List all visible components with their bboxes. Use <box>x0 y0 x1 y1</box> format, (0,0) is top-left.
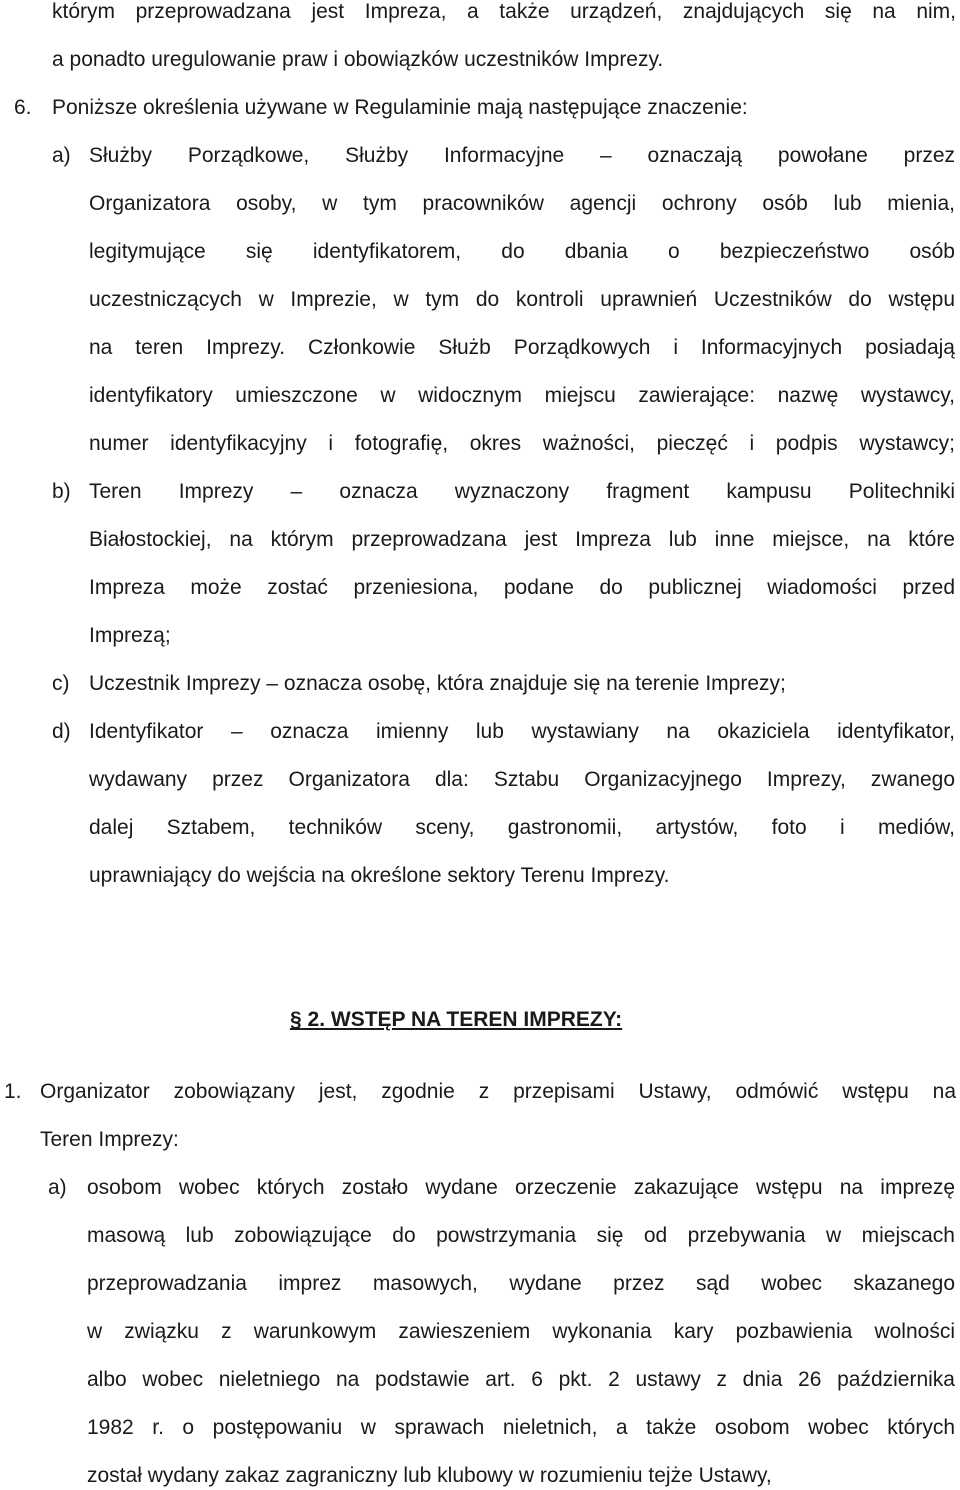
paragraph-line: albo wobec nieletniego na podstawie art. 6 pkt. 2 ustawy z dnia 26 października <box>87 1368 955 1391</box>
list-marker: a) <box>48 1176 67 1199</box>
paragraph-line: a ponadto uregulowanie praw i obowiązków uczestników Imprezy. <box>52 48 664 71</box>
paragraph-line: Teren Imprezy: <box>40 1128 179 1151</box>
list-marker: a) <box>52 144 71 167</box>
definition-line: na teren Imprezy. Członkowie Służb Porządkowych i Informacyjnych posiadają <box>89 336 955 359</box>
list-number: 6. <box>14 96 32 119</box>
list-marker: b) <box>52 480 71 503</box>
definition-line: Teren Imprezy – oznacza wyznaczony fragment kampusu Politechniki <box>89 480 955 503</box>
definition-line: Imprezą; <box>89 624 171 647</box>
paragraph-line: osobom wobec których zostało wydane orzeczenie zakazujące wstępu na imprezę <box>87 1176 955 1199</box>
section-symbol: § <box>290 1008 302 1031</box>
paragraph-line: 1982 r. o postępowaniu w sprawach nieletnich, a także osobom wobec których <box>87 1416 955 1439</box>
paragraph-line: którym przeprowadzana jest Impreza, a także urządzeń, znajdujących się na nim, <box>52 0 956 23</box>
definition-line: legitymujące się identyfikatorem, do dbania o bezpieczeństwo osób <box>89 240 955 263</box>
paragraph-line: Organizator zobowiązany jest, zgodnie z przepisami Ustawy, odmówić wstępu na <box>40 1080 956 1103</box>
definition-line: uprawniający do wejścia na określone sektory Terenu Imprezy. <box>89 864 670 887</box>
definition-line: Identyfikator – oznacza imienny lub wystawiany na okaziciela identyfikator, <box>89 720 955 743</box>
definition-line: wydawany przez Organizatora dla: Sztabu Organizacyjnego Imprezy, zwanego <box>89 768 955 791</box>
list-marker: c) <box>52 672 70 695</box>
paragraph-line: został wydany zakaz zagraniczny lub klubowy w rozumieniu tejże Ustawy, <box>87 1464 772 1487</box>
definition-line: Organizatora osoby, w tym pracowników agencji ochrony osób lub mienia, <box>89 192 955 215</box>
paragraph-line: w związku z warunkowym zawieszeniem wykonania kary pozbawienia wolności <box>87 1320 955 1343</box>
section-heading <box>290 1006 622 1034</box>
definition-line: uczestniczących w Imprezie, w tym do kontroli uprawnień Uczestników do wstępu <box>89 288 955 311</box>
paragraph-line: masową lub zobowiązujące do powstrzymania się od przebywania w miejscach <box>87 1224 955 1247</box>
definition-line: Białostockiej, na którym przeprowadzana jest Impreza lub inne miejsce, na które <box>89 528 955 551</box>
definition-line: identyfikatory umieszczone w widocznym miejscu zawierające: nazwę wystawcy, <box>89 384 955 407</box>
list-marker: d) <box>52 720 71 743</box>
definition-line: Uczestnik Imprezy – oznacza osobę, która znajduje się na terenie Imprezy; <box>89 672 786 695</box>
definition-line: dalej Sztabem, techników sceny, gastronomii, artystów, foto i mediów, <box>89 816 955 839</box>
paragraph-line: Poniższe określenia używane w Regulaminie mają następujące znaczenie: <box>52 96 748 119</box>
section-title: 2. WSTĘP NA TEREN IMPREZY: <box>301 1008 623 1031</box>
definition-line: Służby Porządkowe, Służby Informacyjne – oznaczają powołane przez <box>89 144 955 167</box>
definition-line: Impreza może zostać przeniesiona, podane do publicznej wiadomości przed <box>89 576 955 599</box>
list-number: 1. <box>4 1080 22 1103</box>
definition-line: numer identyfikacyjny i fotografię, okres ważności, pieczęć i podpis wystawcy; <box>89 432 955 455</box>
paragraph-line: przeprowadzania imprez masowych, wydane przez sąd wobec skazanego <box>87 1272 955 1295</box>
